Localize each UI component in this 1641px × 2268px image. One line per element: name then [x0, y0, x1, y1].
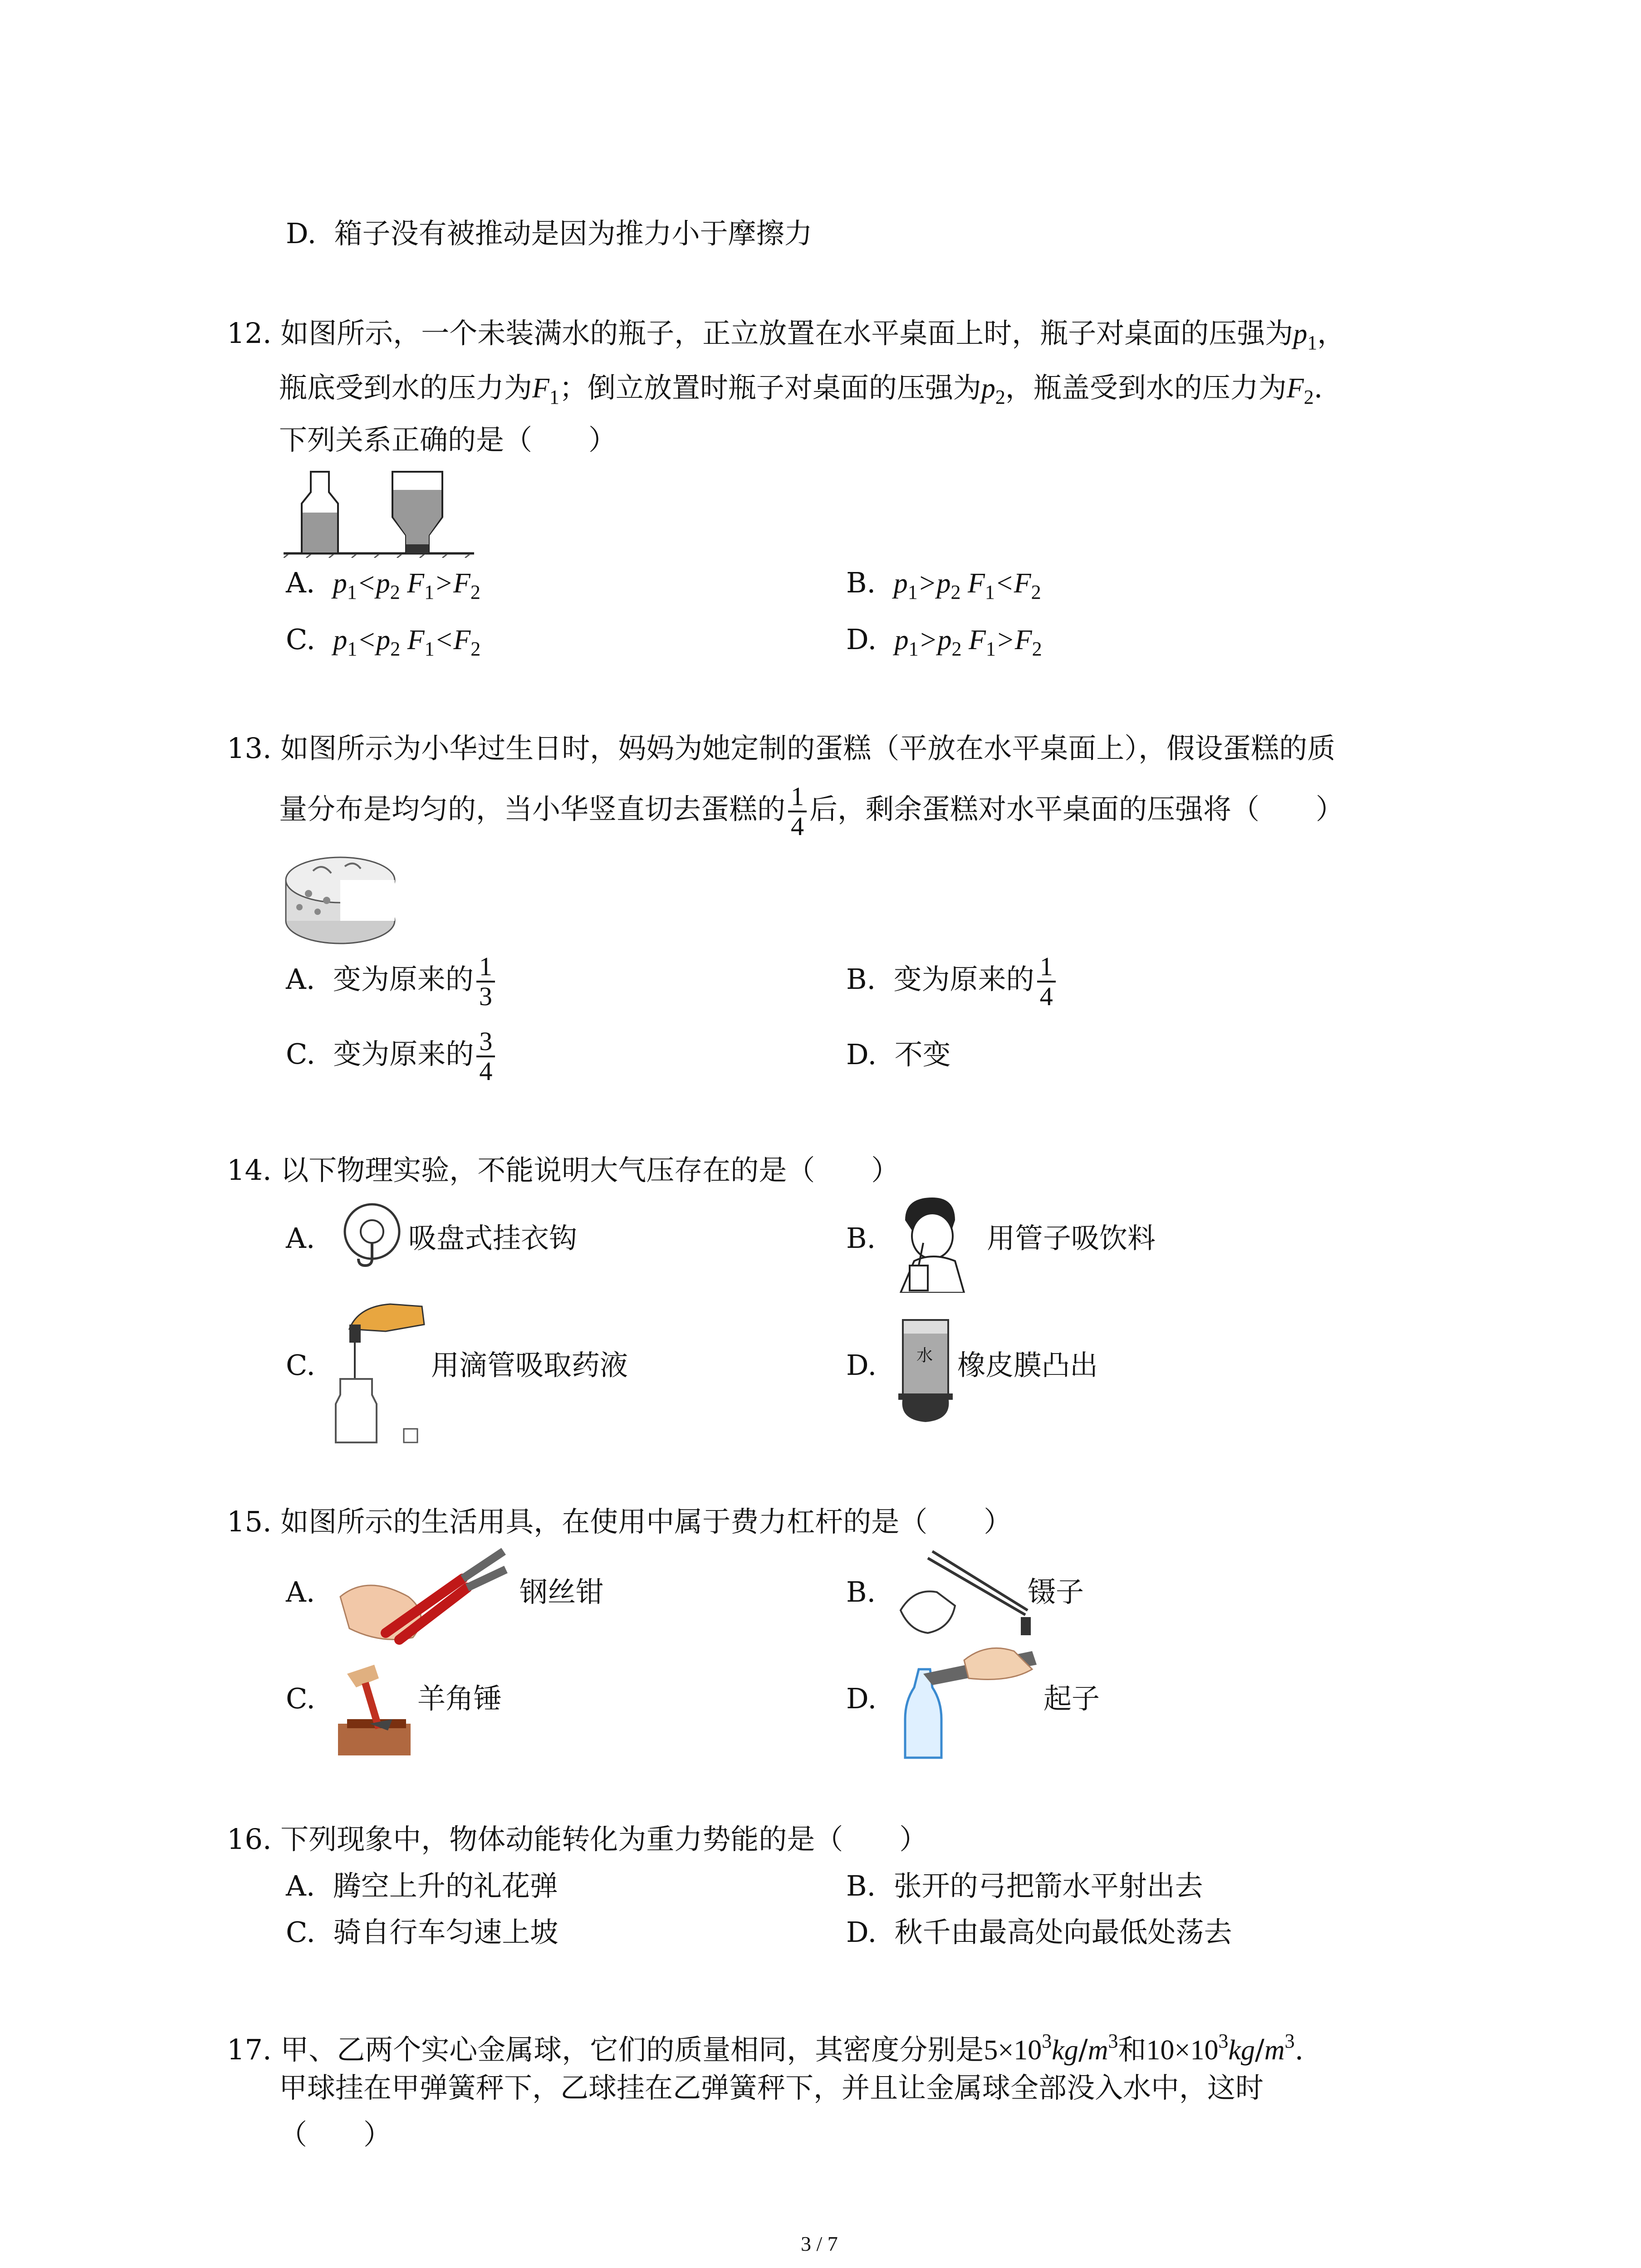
dropper-bottle-icon: [331, 1297, 436, 1447]
q14-option-c-label: C.: [286, 1349, 315, 1382]
q15-option-b-label: B.: [846, 1575, 876, 1608]
q16-option-c: C. 骑自行车匀速上坡: [286, 1916, 558, 1949]
q13-option-b: B. 变为原来的 $\frac{1}{4}$: [846, 953, 1058, 1011]
q17-stem-line2: 甲球挂在甲弹簧秤下，乙球挂在乙弹簧秤下，并且让金属球全部没入水中，这时: [279, 2071, 1264, 2104]
q13-stem-line1: 13. 如图所示为小华过生日时，妈妈为她定制的蛋糕（平放在水平桌面上），假设蛋糕的质: [227, 732, 1336, 765]
q12-option-d: D. $p_1>p_2$ $F_1>F_2$: [846, 623, 1042, 660]
q17-stem-line3: （ ）: [279, 2118, 392, 2151]
q15-stem: 15. 如图所示的生活用具，在使用中属于费力杠杆的是（ ）: [227, 1505, 1012, 1538]
q15-option-a-label: A.: [286, 1575, 315, 1608]
cake-figure: [281, 848, 399, 948]
q12-option-b: B. $p_1>p_2$ $F_1<F_2$: [846, 566, 1041, 603]
q16-option-a: A. 腾空上升的礼花弹: [286, 1869, 558, 1902]
q15-option-d-text: 起子: [1043, 1682, 1100, 1715]
q14-option-b-label: B.: [846, 1222, 876, 1255]
q16-option-d: D. 秋千由最高处向最低处荡去: [846, 1916, 1232, 1949]
q14-option-a-text: 吸盘式挂衣钩: [408, 1222, 578, 1255]
q15-option-c-text: 羊角锤: [417, 1682, 502, 1715]
q14-option-b-text: 用管子吸饮料: [987, 1222, 1156, 1255]
q13-option-a: A. 变为原来的 $\frac{1}{3}$: [286, 953, 498, 1011]
q14-option-c-text: 用滴管吸取药液: [431, 1349, 628, 1382]
q14-option-d-label: D.: [846, 1349, 877, 1382]
q15-option-c-label: C.: [286, 1682, 315, 1715]
q12-stem-line2: 瓶底受到水的压力为$F_1$；倒立放置时瓶子对桌面的压强为$p_2$，瓶盖受到水的压力为$F_2$.: [279, 371, 1323, 408]
q13-option-d: D. 不变: [846, 1038, 951, 1071]
q12-stem-line1: 12. 如图所示，一个未装满水的瓶子，正立放置在水平桌面上时，瓶子对桌面的压强为$p_1$，: [227, 317, 1346, 354]
q17-stem-line1: 17. 甲、乙两个实心金属球，它们的质量相同，其密度分别是$5\times 10^3kg/m^3$和$10\times 10^3kg/m^3$.: [227, 2030, 1304, 2066]
bottles-figure: [284, 467, 474, 558]
q16-option-b: B. 张开的弓把箭水平射出去: [846, 1869, 1203, 1902]
bottle-opener-icon: [896, 1642, 1050, 1760]
suction-hook-icon: [340, 1202, 408, 1270]
q15-option-d-label: D.: [846, 1682, 877, 1715]
q11-option-d: D. 箱子没有被推动是因为推力小于摩擦力: [286, 217, 813, 250]
q13-stem-line2: 量分布是均匀的，当小华竖直切去蛋糕的 $\frac{1}{4}$ 后，剩余蛋糕对水平桌面的压强将（ ）: [279, 782, 1344, 841]
q15-option-a-text: 钢丝钳: [519, 1575, 604, 1608]
q13-option-c: C. 变为原来的 $\frac{3}{4}$: [286, 1027, 498, 1085]
q12-stem-line3: 下列关系正确的是（ ）: [279, 423, 617, 456]
q16-stem: 16. 下列现象中，物体动能转化为重力势能的是（ ）: [227, 1823, 928, 1856]
q14-option-a-label: A.: [286, 1222, 315, 1255]
q14-option-d-text: 橡皮膜凸出: [957, 1349, 1098, 1382]
tweezers-icon: [896, 1542, 1041, 1642]
svg-text:水: 水: [916, 1346, 933, 1365]
q14-stem: 14. 以下物理实验，不能说明大气压存在的是（ ）: [227, 1154, 900, 1187]
pliers-icon: [331, 1542, 513, 1647]
page-number: 3 / 7: [801, 2232, 838, 2255]
q12-option-a: A. $p_1<p_2$ $F_1>F_2$: [286, 566, 480, 603]
drinking-straw-icon: [896, 1193, 978, 1293]
q15-option-b-text: 镊子: [1028, 1575, 1084, 1608]
claw-hammer-icon: [338, 1656, 415, 1755]
rubber-membrane-icon: [892, 1315, 960, 1424]
q12-option-c: C. $p_1<p_2$ $F_1<F_2$: [286, 623, 481, 660]
